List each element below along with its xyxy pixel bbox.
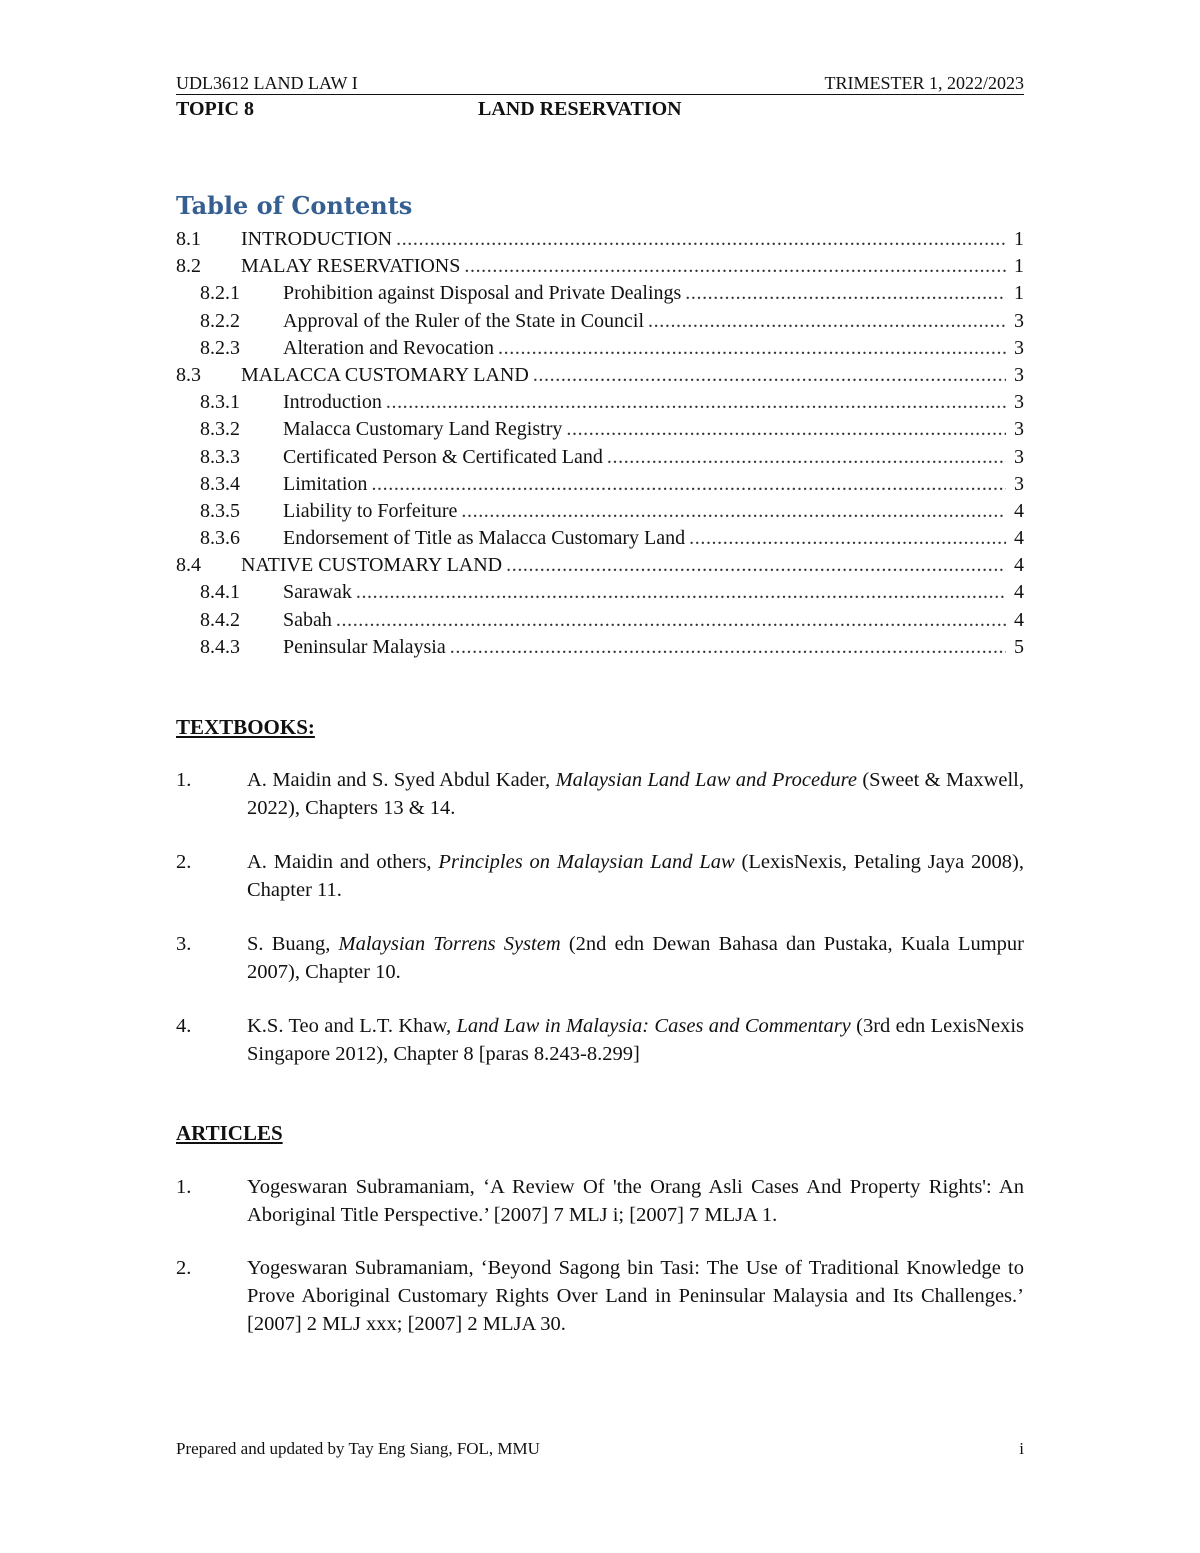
toc-entry-page: 4	[1014, 608, 1024, 631]
toc-leader-dots	[566, 416, 1006, 443]
toc-entry-title: Prohibition against Disposal and Private Dealings	[283, 282, 682, 305]
toc-entry-title: MALAY RESERVATIONS	[241, 255, 461, 278]
toc-leader-dots	[464, 253, 1006, 280]
toc-leader-dots	[396, 226, 1006, 253]
textbook-item	[176, 848, 1024, 904]
book-title: Principles on Malaysian Land Law	[438, 851, 735, 873]
author-text: S. Buang,	[247, 933, 339, 955]
page-number: i	[1019, 1439, 1024, 1458]
toc-entry-page: 3	[1014, 363, 1024, 386]
book-title: Land Law in Malaysia: Cases and Commentary	[456, 1015, 851, 1037]
toc-entry-number: 8.4.2	[200, 608, 240, 631]
toc-entry[interactable]	[176, 389, 1024, 416]
running-header	[176, 72, 1024, 95]
item-number: 1.	[176, 769, 192, 791]
item-number: 2.	[176, 1257, 192, 1279]
toc-entry-page: 4	[1014, 581, 1024, 604]
toc-entry-page: 1	[1014, 228, 1024, 250]
item-number: 1.	[176, 1176, 192, 1198]
toc-entry-number: 8.3.3	[200, 445, 240, 468]
toc-entry-page: 3	[1014, 418, 1024, 441]
toc-entry-number: 8.4.3	[200, 635, 240, 658]
toc-entry-number: 8.2.2	[200, 309, 240, 332]
articles-heading: ARTICLES	[176, 1121, 283, 1145]
toc-entry-title: Liability to Forfeiture	[283, 499, 458, 522]
toc-leader-dots	[450, 634, 1006, 661]
toc-entry[interactable]	[176, 634, 1024, 661]
toc-leader-dots	[498, 335, 1006, 362]
toc-entry[interactable]	[176, 280, 1024, 307]
topic-title: LAND RESERVATION	[478, 98, 682, 120]
toc-entry-number: 8.4.1	[200, 581, 240, 604]
toc-entry-number: 8.2.1	[200, 282, 240, 305]
author-text: K.S. Teo and L.T. Khaw,	[247, 1015, 457, 1037]
toc-entry-title: Malacca Customary Land Registry	[283, 418, 563, 441]
toc-entry-title: NATIVE CUSTOMARY LAND	[241, 554, 503, 577]
toc-entry-number: 8.1	[176, 228, 201, 250]
toc-entry[interactable]	[176, 362, 1024, 389]
toc-entry-title: Limitation	[283, 472, 368, 495]
article-item	[176, 1254, 1024, 1338]
toc-leader-dots	[689, 525, 1006, 552]
toc-leader-dots	[607, 444, 1006, 471]
toc-entry-title: MALACCA CUSTOMARY LAND	[241, 363, 529, 386]
textbook-item	[176, 1012, 1024, 1068]
trimester: TRIMESTER 1, 2022/2023	[824, 73, 1024, 93]
toc-entry-number: 8.2	[176, 255, 201, 278]
course-code: UDL3612 LAND LAW I	[176, 73, 358, 93]
article-citation: Yogeswaran Subramaniam, ‘A Review Of 'the Orang Asli Cases And Property Rights': An Aboriginal Title Perspective.’ [2007] 7 MLJ i; [2007] 7 MLJA 1.	[247, 1176, 1024, 1226]
toc-entry-number: 8.2.3	[200, 336, 240, 359]
textbooks-list	[176, 766, 1024, 1094]
article-item	[176, 1173, 1024, 1229]
toc-entry-page: 4	[1014, 527, 1024, 550]
item-number: 3.	[176, 933, 192, 955]
item-number: 4.	[176, 1015, 192, 1037]
publication-details: (Sweet & Maxwell, 2022), Chapters 13 & 14.	[247, 769, 1024, 819]
toc-entry-number: 8.3.4	[200, 472, 240, 495]
toc-entry-page: 3	[1014, 336, 1024, 359]
toc-leader-dots	[685, 280, 1006, 307]
toc-leader-dots	[386, 389, 1006, 416]
item-number: 2.	[176, 851, 192, 873]
toc-entry-title: INTRODUCTION	[241, 228, 393, 250]
toc-entry[interactable]	[176, 498, 1024, 525]
toc-leader-dots	[356, 579, 1006, 606]
articles-list	[176, 1173, 1024, 1363]
toc-entry-number: 8.3.5	[200, 499, 240, 522]
toc-entry-number: 8.4	[176, 554, 201, 577]
textbook-item	[176, 766, 1024, 822]
toc-entry-page: 5	[1014, 635, 1024, 658]
publication-details: (LexisNexis, Petaling Jaya 2008), Chapter 11.	[247, 851, 1024, 901]
toc-entry-page: 3	[1014, 445, 1024, 468]
toc-entry-title: Peninsular Malaysia	[283, 635, 446, 658]
toc-leader-dots	[506, 552, 1006, 579]
toc-entry[interactable]	[176, 471, 1024, 498]
toc-entry-title: Introduction	[283, 391, 382, 414]
toc-entry-number: 8.3.6	[200, 527, 240, 550]
table-of-contents	[176, 226, 1024, 661]
toc-entry[interactable]	[176, 253, 1024, 280]
toc-entry[interactable]	[176, 579, 1024, 606]
toc-entry-title: Approval of the Ruler of the State in Council	[283, 309, 645, 332]
author-text: A. Maidin and others,	[247, 851, 439, 873]
toc-entry-number: 8.3.2	[200, 418, 240, 441]
toc-leader-dots	[648, 308, 1006, 335]
toc-entry-page: 4	[1014, 499, 1024, 522]
article-citation: Yogeswaran Subramaniam, ‘Beyond Sagong bin Tasi: The Use of Traditional Knowledge to Prove Aboriginal Customary Rights Over Land in Peninsular Malaysia and Its Challenges.’ [2007] 2 MLJ xxx; [2007] 2 MLJA 30.	[247, 1257, 1024, 1335]
toc-entry-number: 8.3.1	[200, 391, 240, 414]
toc-entry-title: Sabah	[283, 608, 332, 631]
toc-entry-number: 8.3	[176, 363, 201, 386]
toc-entry[interactable]	[176, 416, 1024, 443]
book-title: Malaysian Land Law and Procedure	[555, 769, 857, 791]
toc-entry-title: Endorsement of Title as Malacca Customary Land	[283, 527, 686, 550]
page-footer	[176, 1438, 1024, 1460]
topic-number: TOPIC 8	[176, 98, 254, 120]
toc-entry-page: 3	[1014, 309, 1024, 332]
toc-entry[interactable]	[176, 525, 1024, 552]
toc-entry-page: 3	[1014, 391, 1024, 414]
toc-entry-title: Alteration and Revocation	[283, 336, 495, 359]
toc-leader-dots	[461, 498, 1006, 525]
toc-title: Table of Contents	[176, 191, 413, 220]
toc-entry[interactable]	[176, 444, 1024, 471]
toc-entry-title: Sarawak	[283, 581, 352, 604]
toc-entry[interactable]	[176, 335, 1024, 362]
toc-entry[interactable]	[176, 308, 1024, 335]
author-text: A. Maidin and S. Syed Abdul Kader,	[247, 769, 556, 791]
toc-entry[interactable]	[176, 226, 1024, 253]
book-title: Malaysian Torrens System	[338, 933, 561, 955]
prepared-by: Prepared and updated by Tay Eng Siang, FOL, MMU	[176, 1439, 540, 1458]
textbook-item	[176, 930, 1024, 986]
toc-entry[interactable]	[176, 552, 1024, 579]
toc-entry-page: 3	[1014, 472, 1024, 495]
publication-details: (3rd edn LexisNexis Singapore 2012), Chapter 8 [paras 8.243-8.299]	[247, 1015, 1024, 1065]
toc-leader-dots	[533, 362, 1006, 389]
toc-leader-dots	[336, 607, 1006, 634]
publication-details: (2nd edn Dewan Bahasa dan Pustaka, Kuala Lumpur 2007), Chapter 10.	[247, 933, 1024, 983]
toc-entry[interactable]	[176, 607, 1024, 634]
toc-entry-title: Certificated Person & Certificated Land	[283, 445, 603, 468]
toc-entry-page: 1	[1014, 255, 1024, 278]
toc-leader-dots	[371, 471, 1006, 498]
textbooks-heading: TEXTBOOKS:	[176, 715, 315, 739]
toc-entry-page: 4	[1014, 554, 1024, 577]
toc-entry-page: 1	[1014, 282, 1024, 305]
